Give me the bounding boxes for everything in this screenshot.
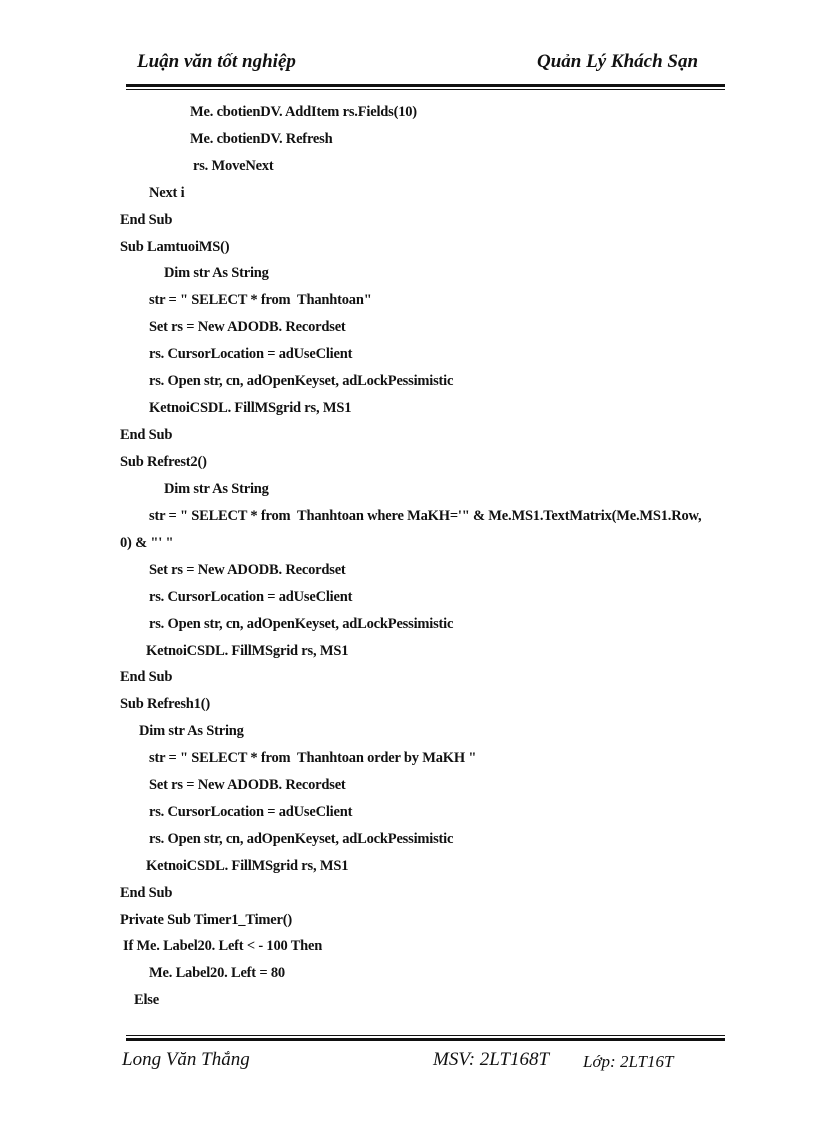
code-line: rs. MoveNext <box>193 158 274 174</box>
code-line: Sub LamtuoiMS() <box>120 239 230 255</box>
code-line: Me. cbotienDV. Refresh <box>190 131 333 147</box>
code-line: str = " SELECT * from Thanhtoan where MaKH='" & Me.MS1.TextMatrix(Me.MS1.Row, <box>149 508 702 524</box>
code-line: rs. Open str, cn, adOpenKeyset, adLockPessimistic <box>149 616 454 632</box>
code-line: 0) & "' " <box>120 535 174 551</box>
code-line: Dim str As String <box>139 723 244 739</box>
code-line: Set rs = New ADODB. Recordset <box>149 319 346 335</box>
footer-rule-thin <box>126 1035 725 1036</box>
code-line: Sub Refresh1() <box>120 696 210 712</box>
code-line: Else <box>134 992 159 1008</box>
code-line: KetnoiCSDL. FillMSgrid rs, MS1 <box>146 858 349 874</box>
header-rule-thin <box>126 89 725 90</box>
code-line: Me. Label20. Left = 80 <box>149 965 285 981</box>
code-line: End Sub <box>120 427 173 443</box>
code-line: Dim str As String <box>164 481 269 497</box>
code-line: Set rs = New ADODB. Recordset <box>149 777 346 793</box>
code-line: End Sub <box>120 669 173 685</box>
code-line: Dim str As String <box>164 265 269 281</box>
code-line: str = " SELECT * from Thanhtoan" <box>149 292 372 308</box>
code-line: Private Sub Timer1_Timer() <box>120 912 293 928</box>
header-thesis-title: Luận văn tốt nghiệp <box>137 51 296 72</box>
code-line: Sub Refrest2() <box>120 454 207 470</box>
code-line: If Me. Label20. Left < - 100 Then <box>123 938 323 954</box>
footer-rule-thick <box>126 1038 725 1041</box>
code-line: Me. cbotienDV. AddItem rs.Fields(10) <box>190 104 417 120</box>
code-line: rs. Open str, cn, adOpenKeyset, adLockPessimistic <box>149 831 454 847</box>
code-line: rs. CursorLocation = adUseClient <box>149 346 353 362</box>
code-line: End Sub <box>120 885 173 901</box>
code-line: rs. CursorLocation = adUseClient <box>149 589 353 605</box>
code-line: End Sub <box>120 212 173 228</box>
header-rule-thick <box>126 84 725 87</box>
code-line: KetnoiCSDL. FillMSgrid rs, MS1 <box>149 400 352 416</box>
footer-student-id: MSV: 2LT168T <box>433 1049 550 1070</box>
code-line: rs. Open str, cn, adOpenKeyset, adLockPessimistic <box>149 373 454 389</box>
code-line: KetnoiCSDL. FillMSgrid rs, MS1 <box>146 643 349 659</box>
code-line: rs. CursorLocation = adUseClient <box>149 804 353 820</box>
header-project-title: Quản Lý Khách Sạn <box>537 51 699 72</box>
footer-class: Lớp: 2LT16T <box>583 1052 674 1071</box>
code-line: Next i <box>149 185 185 201</box>
code-line: Set rs = New ADODB. Recordset <box>149 562 346 578</box>
code-line: str = " SELECT * from Thanhtoan order by MaKH " <box>149 750 477 766</box>
footer-author: Long Văn Thắng <box>122 1049 250 1070</box>
